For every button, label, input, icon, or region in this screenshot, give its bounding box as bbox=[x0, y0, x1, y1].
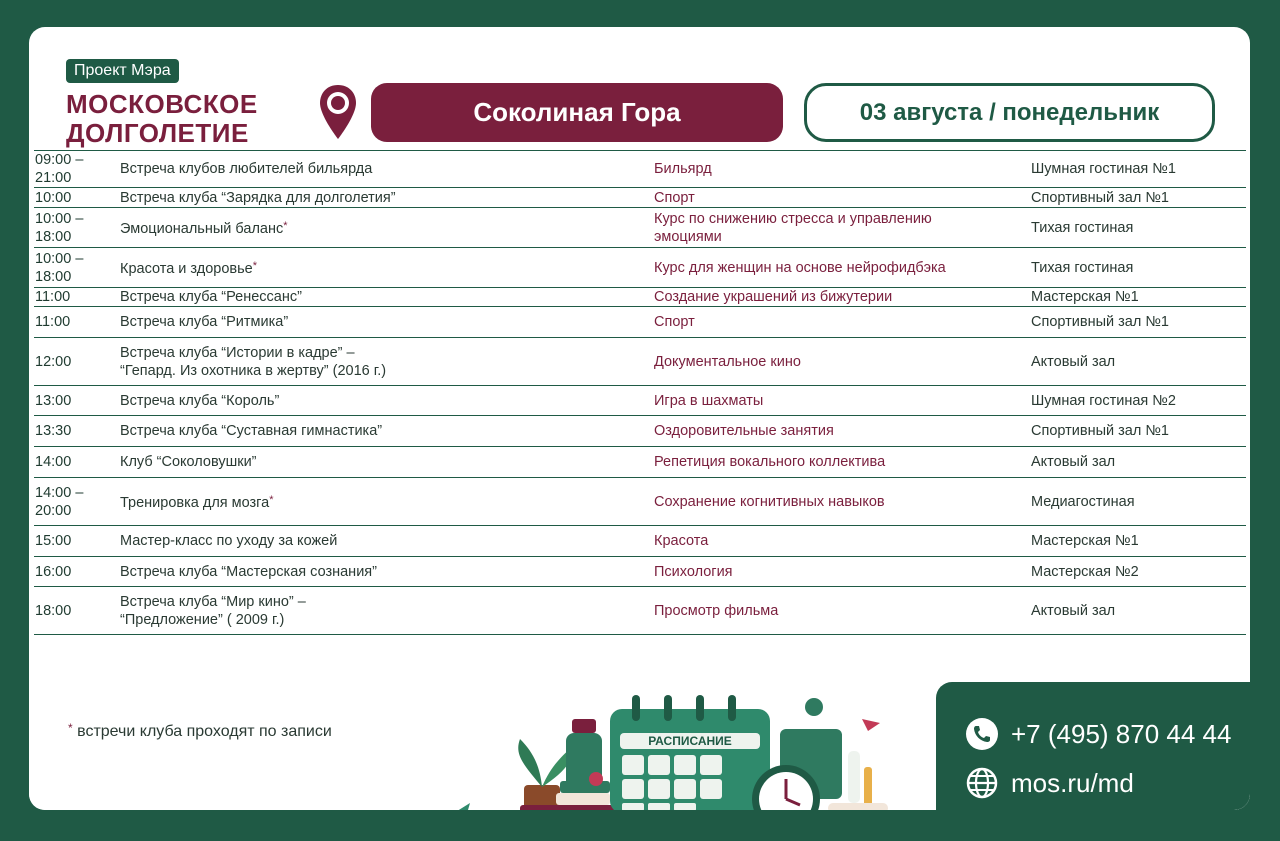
event-title-text: Встреча клуба “Зарядка для долголетия” bbox=[120, 189, 396, 206]
schedule-row bbox=[34, 587, 1246, 635]
schedule-row bbox=[34, 288, 1246, 307]
event-category bbox=[654, 453, 1031, 471]
event-room bbox=[1031, 563, 1246, 581]
event-title bbox=[120, 453, 654, 471]
event-room bbox=[1031, 288, 1246, 306]
schedule-table bbox=[34, 150, 1246, 635]
event-title-text: Встреча клуба “Ритмика” bbox=[120, 314, 289, 330]
event-room bbox=[1031, 392, 1246, 410]
globe-icon bbox=[965, 766, 999, 800]
event-title bbox=[120, 160, 654, 178]
event-category-text: Просмотр фильма bbox=[654, 602, 779, 619]
event-title bbox=[120, 392, 654, 410]
event-time bbox=[34, 563, 120, 581]
event-room-text: Спортивный зал №1 bbox=[1031, 314, 1169, 330]
event-room-text: Тихая гостиная bbox=[1031, 219, 1134, 236]
event-category bbox=[654, 189, 1031, 207]
schedule-row bbox=[34, 557, 1246, 587]
event-time-text: 14:00 – 20:00 bbox=[35, 484, 84, 519]
event-title bbox=[120, 491, 654, 512]
event-time-text: 14:00 bbox=[35, 454, 72, 470]
event-time-text: 13:30 bbox=[35, 423, 72, 439]
event-time-text: 10:00 bbox=[35, 189, 72, 206]
event-category-text: Создание украшений из бижутерии bbox=[654, 289, 893, 305]
calendar-label: РАСПИСАНИЕ bbox=[648, 734, 732, 748]
event-time bbox=[34, 250, 120, 286]
date-label: 03 августа / понедельник bbox=[804, 83, 1215, 142]
sign-up-star: * bbox=[269, 494, 274, 506]
event-category bbox=[654, 532, 1031, 550]
sign-up-star: * bbox=[283, 220, 288, 232]
event-room bbox=[1031, 259, 1246, 277]
event-room-text: Шумная гостиная №1 bbox=[1031, 161, 1176, 177]
location-pin-icon bbox=[318, 83, 358, 143]
poster-card bbox=[29, 27, 1250, 810]
event-title-text: Мастер-класс по уходу за кожей bbox=[120, 533, 338, 549]
event-title-text: Встреча клуба “Суставная гимнастика” bbox=[120, 423, 383, 439]
event-title bbox=[120, 217, 654, 238]
event-room bbox=[1031, 532, 1246, 550]
event-time-text: 18:00 bbox=[35, 602, 72, 619]
event-title-text: Красота и здоровье bbox=[120, 261, 253, 277]
event-title bbox=[120, 532, 654, 550]
event-time bbox=[34, 151, 120, 187]
event-room bbox=[1031, 189, 1246, 207]
footnote-text: встречи клуба проходят по записи bbox=[77, 723, 332, 740]
event-time bbox=[34, 453, 120, 471]
event-room-text: Тихая гостиная bbox=[1031, 259, 1134, 276]
event-title-text: Тренировка для мозга bbox=[120, 495, 270, 511]
event-room-text: Актовый зал bbox=[1031, 454, 1116, 470]
event-category-text: Курс для женщин на основе нейрофидбэка bbox=[654, 259, 946, 276]
sign-up-star: * bbox=[252, 260, 258, 272]
event-category-text: Игра в шахматы bbox=[654, 392, 764, 409]
event-category-text: Документальное кино bbox=[654, 353, 801, 370]
event-category bbox=[654, 493, 1031, 511]
event-time-text: 09:00 – 21:00 bbox=[35, 152, 84, 186]
event-title bbox=[120, 288, 654, 306]
event-category-text: Сохранение когнитивных навыков bbox=[654, 493, 885, 510]
event-time bbox=[34, 422, 120, 440]
event-category-text: Бильярд bbox=[654, 161, 712, 177]
event-category bbox=[654, 602, 1031, 620]
event-room-text: Мастерская №1 bbox=[1031, 289, 1139, 305]
event-room bbox=[1031, 219, 1246, 237]
event-title-text: Встреча клуба “Мир кино” – “Предложение” ( 2009 г.) bbox=[120, 593, 306, 628]
event-category bbox=[654, 563, 1031, 581]
schedule-row bbox=[34, 150, 1246, 188]
event-title bbox=[120, 313, 654, 331]
event-category-text: Оздоровительные занятия bbox=[654, 423, 834, 439]
event-category bbox=[654, 313, 1031, 331]
contact-phone bbox=[965, 717, 1231, 751]
event-room-text: Мастерская №1 bbox=[1031, 533, 1139, 549]
event-category bbox=[654, 288, 1031, 306]
event-time bbox=[34, 189, 120, 207]
event-room-text: Медиагостиная bbox=[1031, 493, 1135, 510]
event-title bbox=[120, 189, 654, 207]
event-time bbox=[34, 602, 120, 620]
event-category-text: Курс по снижению стресса и управлению эмоциями bbox=[654, 210, 932, 245]
event-time-text: 13:00 bbox=[35, 392, 72, 409]
phone-icon bbox=[965, 717, 999, 751]
event-time-text: 11:00 bbox=[35, 289, 71, 305]
event-time-text: 15:00 bbox=[35, 533, 72, 549]
event-category-text: Спорт bbox=[654, 189, 695, 206]
event-room bbox=[1031, 160, 1246, 178]
event-category bbox=[654, 210, 1031, 246]
event-time bbox=[34, 210, 120, 246]
schedule-row bbox=[34, 478, 1246, 526]
district-title: Соколиная Гора bbox=[371, 83, 783, 142]
footnote-star: * bbox=[68, 721, 73, 735]
event-title-text: Эмоциональный баланс bbox=[120, 221, 284, 237]
event-time bbox=[34, 313, 120, 331]
event-room bbox=[1031, 353, 1246, 371]
event-title-text: Встреча клуба “Истории в кадре” – “Гепард. Из охотника в жертву” (2016 г.) bbox=[120, 344, 387, 379]
project-badge: Проект Мэра bbox=[66, 59, 179, 83]
event-time bbox=[34, 532, 120, 550]
event-category bbox=[654, 160, 1031, 178]
event-room-text: Мастерская №2 bbox=[1031, 563, 1139, 580]
schedule-row bbox=[34, 338, 1246, 386]
event-time-text: 11:00 bbox=[35, 314, 71, 330]
event-title-text: Клуб “Соколовушки” bbox=[120, 454, 257, 470]
event-title-text: Встреча клуба “Мастерская сознания” bbox=[120, 563, 377, 580]
event-category bbox=[654, 392, 1031, 410]
event-time bbox=[34, 288, 120, 306]
event-time-text: 10:00 – 18:00 bbox=[35, 210, 84, 245]
event-category bbox=[654, 353, 1031, 371]
event-title-text: Встреча клуба “Ренессанс” bbox=[120, 289, 302, 305]
event-time-text: 10:00 – 18:00 bbox=[35, 250, 84, 285]
schedule-row bbox=[34, 526, 1246, 557]
schedule-row bbox=[34, 416, 1246, 447]
event-category-text: Психология bbox=[654, 563, 733, 580]
schedule-row bbox=[34, 307, 1246, 338]
event-category bbox=[654, 259, 1031, 277]
event-room-text: Актовый зал bbox=[1031, 602, 1116, 619]
logo-line-2: ДОЛГОЛЕТИЕ bbox=[66, 118, 249, 148]
event-category-text: Спорт bbox=[654, 314, 695, 330]
site-url[interactable]: mos.ru/md bbox=[1011, 767, 1134, 798]
event-title-text: Встреча клуба “Король” bbox=[120, 392, 280, 409]
event-room-text: Шумная гостиная №2 bbox=[1031, 392, 1176, 409]
event-time bbox=[34, 353, 120, 371]
event-room bbox=[1031, 313, 1246, 331]
event-room bbox=[1031, 602, 1246, 620]
event-time bbox=[34, 484, 120, 520]
event-title bbox=[120, 257, 654, 278]
event-room-text: Спортивный зал №1 bbox=[1031, 189, 1169, 206]
event-title bbox=[120, 563, 654, 581]
schedule-row bbox=[34, 386, 1246, 416]
event-title bbox=[120, 593, 654, 629]
contact-site bbox=[965, 766, 1134, 800]
event-title-text: Встреча клубов любителей бильярда bbox=[120, 161, 373, 177]
event-title bbox=[120, 344, 654, 380]
event-category-text: Красота bbox=[654, 533, 709, 549]
event-title bbox=[120, 422, 654, 440]
phone-number: +7 (495) 870 44 44 bbox=[1011, 718, 1232, 749]
event-room bbox=[1031, 493, 1246, 511]
event-time-text: 16:00 bbox=[35, 563, 72, 580]
schedule-illustration bbox=[424, 655, 894, 810]
event-room-text: Актовый зал bbox=[1031, 353, 1116, 370]
event-category bbox=[654, 422, 1031, 440]
event-time-text: 12:00 bbox=[35, 353, 72, 370]
event-category-text: Репетиция вокального коллектива bbox=[654, 454, 886, 470]
event-room bbox=[1031, 422, 1246, 440]
event-room-text: Спортивный зал №1 bbox=[1031, 423, 1169, 439]
logo-line-1: МОСКОВСКОЕ bbox=[66, 89, 258, 119]
schedule-row bbox=[34, 248, 1246, 288]
footnote bbox=[68, 721, 332, 741]
schedule-row bbox=[34, 447, 1246, 478]
schedule-row bbox=[34, 188, 1246, 208]
event-room bbox=[1031, 453, 1246, 471]
logo bbox=[66, 90, 258, 148]
schedule-row bbox=[34, 208, 1246, 248]
event-time bbox=[34, 392, 120, 410]
